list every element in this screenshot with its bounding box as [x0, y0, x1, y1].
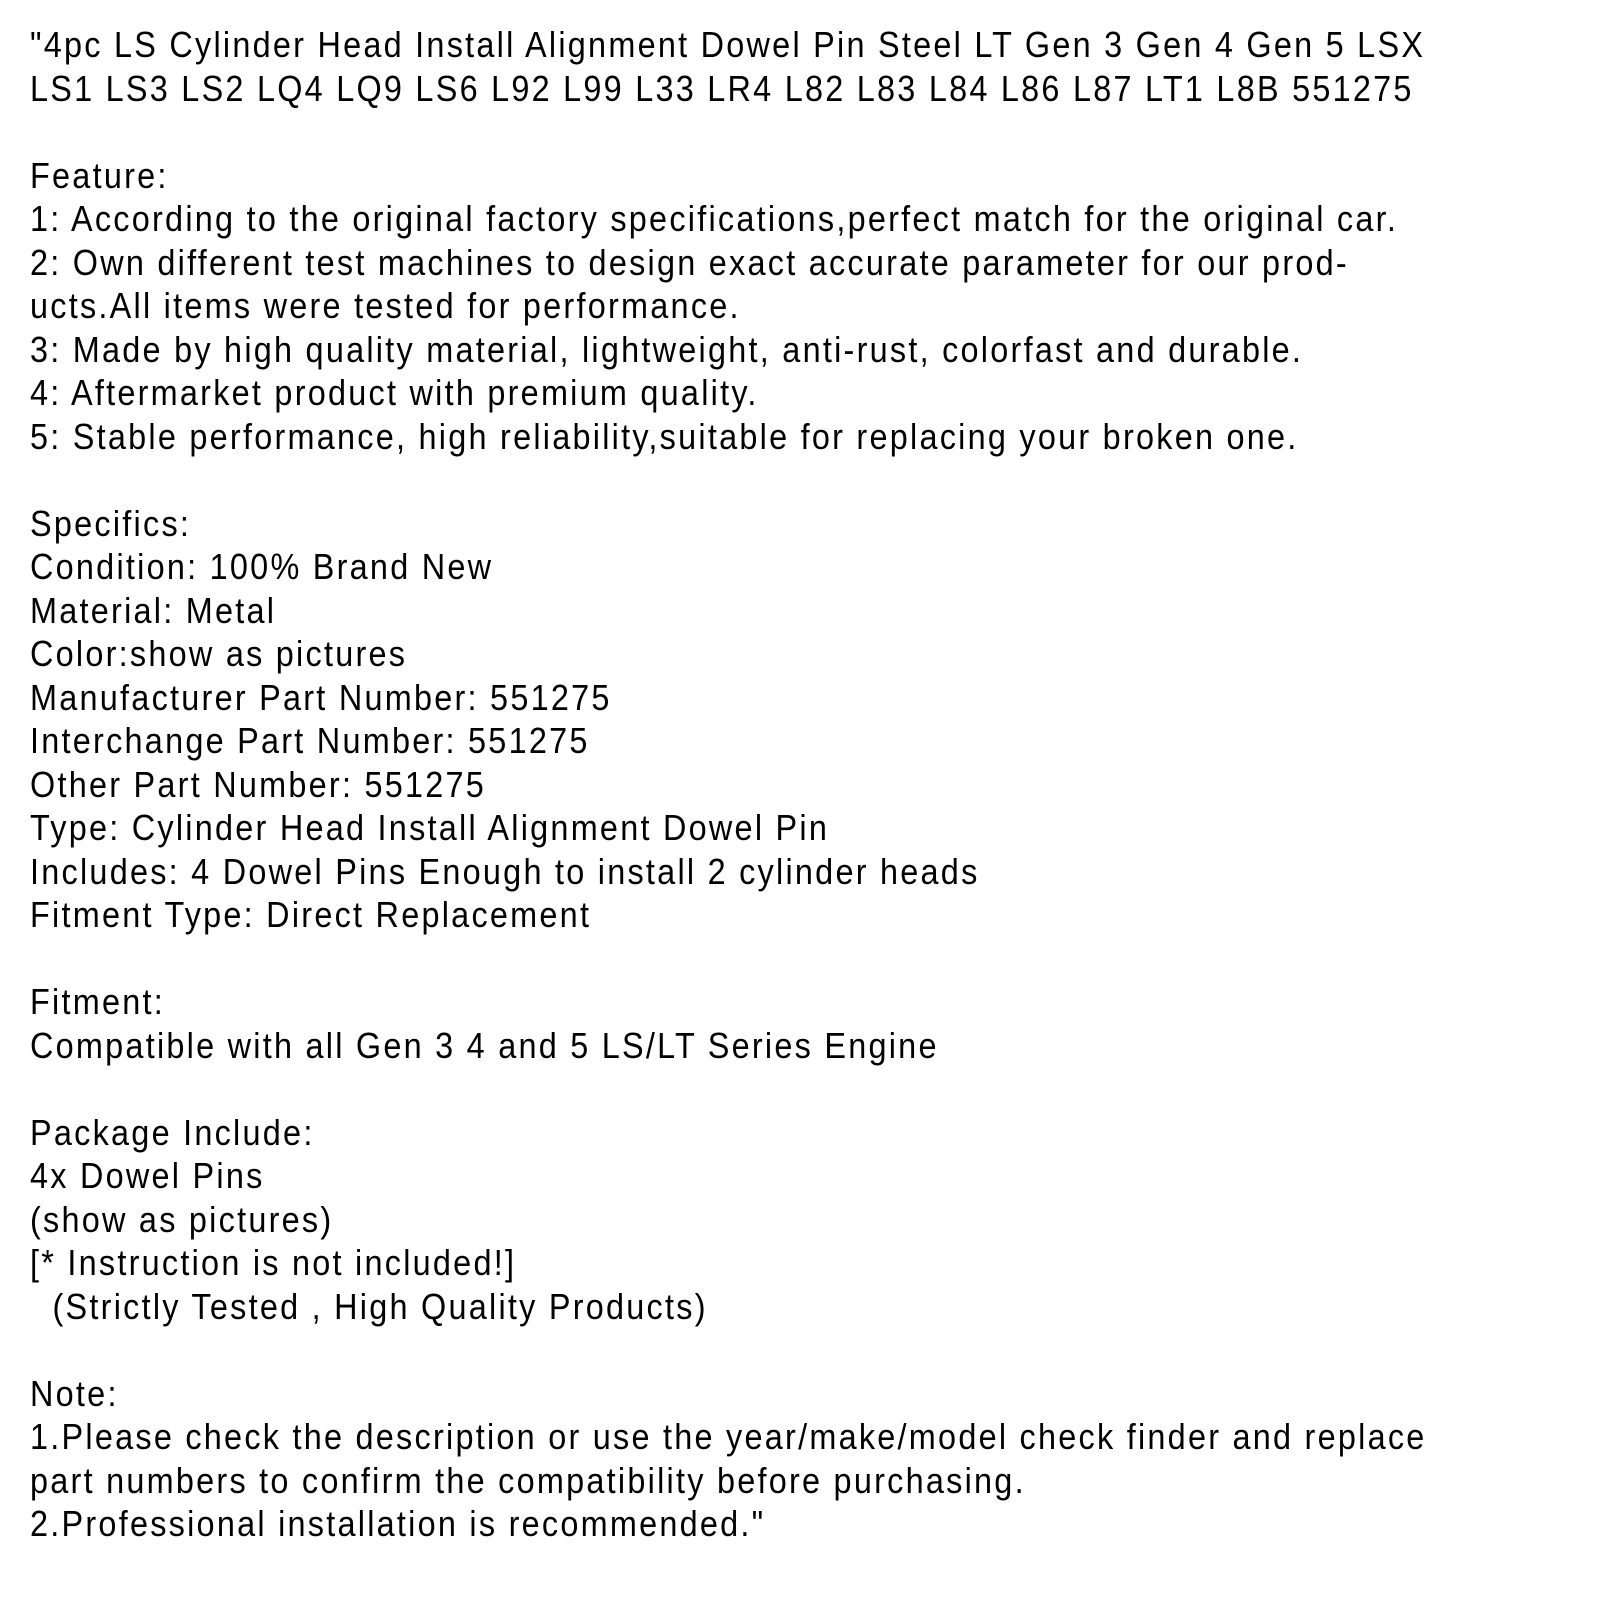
specifics-line-material: Material: Metal	[30, 589, 277, 631]
blank-line	[30, 458, 1600, 502]
specifics-line-condition: Condition: 100% Brand New	[30, 546, 494, 587]
note-line: 1.Please check the description or use the year/make/model check finder and replace	[30, 1416, 1427, 1457]
feature-line: 4: Aftermarket product with premium quality.	[30, 372, 759, 413]
fitment-line: Compatible with all Gen 3 4 and 5 LS/LT Series Engine	[30, 1024, 939, 1066]
feature-line: 1: According to the original factory specifications,perfect match for the original car.	[30, 198, 1399, 239]
specifics-line-fitment-type: Fitment Type: Direct Replacement	[30, 894, 592, 935]
blank-line	[30, 1328, 1600, 1372]
package-line: (Strictly Tested , High Quality Products)	[30, 1285, 708, 1327]
feature-line: 3: Made by high quality material, lightweight, anti-rust, colorfast and durable.	[30, 328, 1304, 370]
package-line: [* Instruction is not included!]	[30, 1242, 517, 1283]
specifics-line-manufacturer-part-number: Manufacturer Part Number: 551275	[30, 676, 612, 718]
product-title-line-2: LS1 LS3 LS2 LQ4 LQ9 LS6 L92 L99 L33 LR4 L82 L83 L84 L86 L87 LT1 L8B 551275	[30, 67, 1414, 109]
specifics-heading: Specifics:	[30, 502, 192, 544]
blank-line	[30, 1067, 1600, 1111]
product-title-line-1: "4pc LS Cylinder Head Install Alignment Dowel Pin Steel LT Gen 3 Gen 4 Gen 5 LSX	[30, 24, 1426, 65]
specifics-line-interchange-part-number: Interchange Part Number: 551275	[30, 720, 590, 761]
note-line: 2.Professional installation is recommended."	[30, 1503, 766, 1544]
blank-line	[30, 110, 1600, 154]
package-line: (show as pictures)	[30, 1198, 334, 1240]
product-description-document	[30, 23, 1600, 1546]
feature-line: ucts.All items were tested for performance.	[30, 285, 741, 326]
note-line: part numbers to confirm the compatibility before purchasing.	[30, 1459, 1026, 1501]
feature-line: 2: Own different test machines to design exact accurate parameter for our prod-	[30, 241, 1349, 283]
specifics-line-color: Color:show as pictures	[30, 633, 408, 674]
blank-line	[30, 937, 1600, 981]
feature-line: 5: Stable performance, high reliability,suitable for replacing your broken one.	[30, 415, 1299, 457]
note-heading: Note:	[30, 1372, 119, 1414]
feature-heading: Feature:	[30, 154, 169, 196]
specifics-line-includes: Includes: 4 Dowel Pins Enough to install 2 cylinder heads	[30, 850, 980, 892]
specifics-line-other-part-number: Other Part Number: 551275	[30, 763, 487, 805]
package-include-heading: Package Include:	[30, 1111, 315, 1153]
package-line: 4x Dowel Pins	[30, 1155, 265, 1196]
fitment-heading: Fitment:	[30, 981, 166, 1022]
specifics-line-type: Type: Cylinder Head Install Alignment Dowel Pin	[30, 807, 830, 848]
